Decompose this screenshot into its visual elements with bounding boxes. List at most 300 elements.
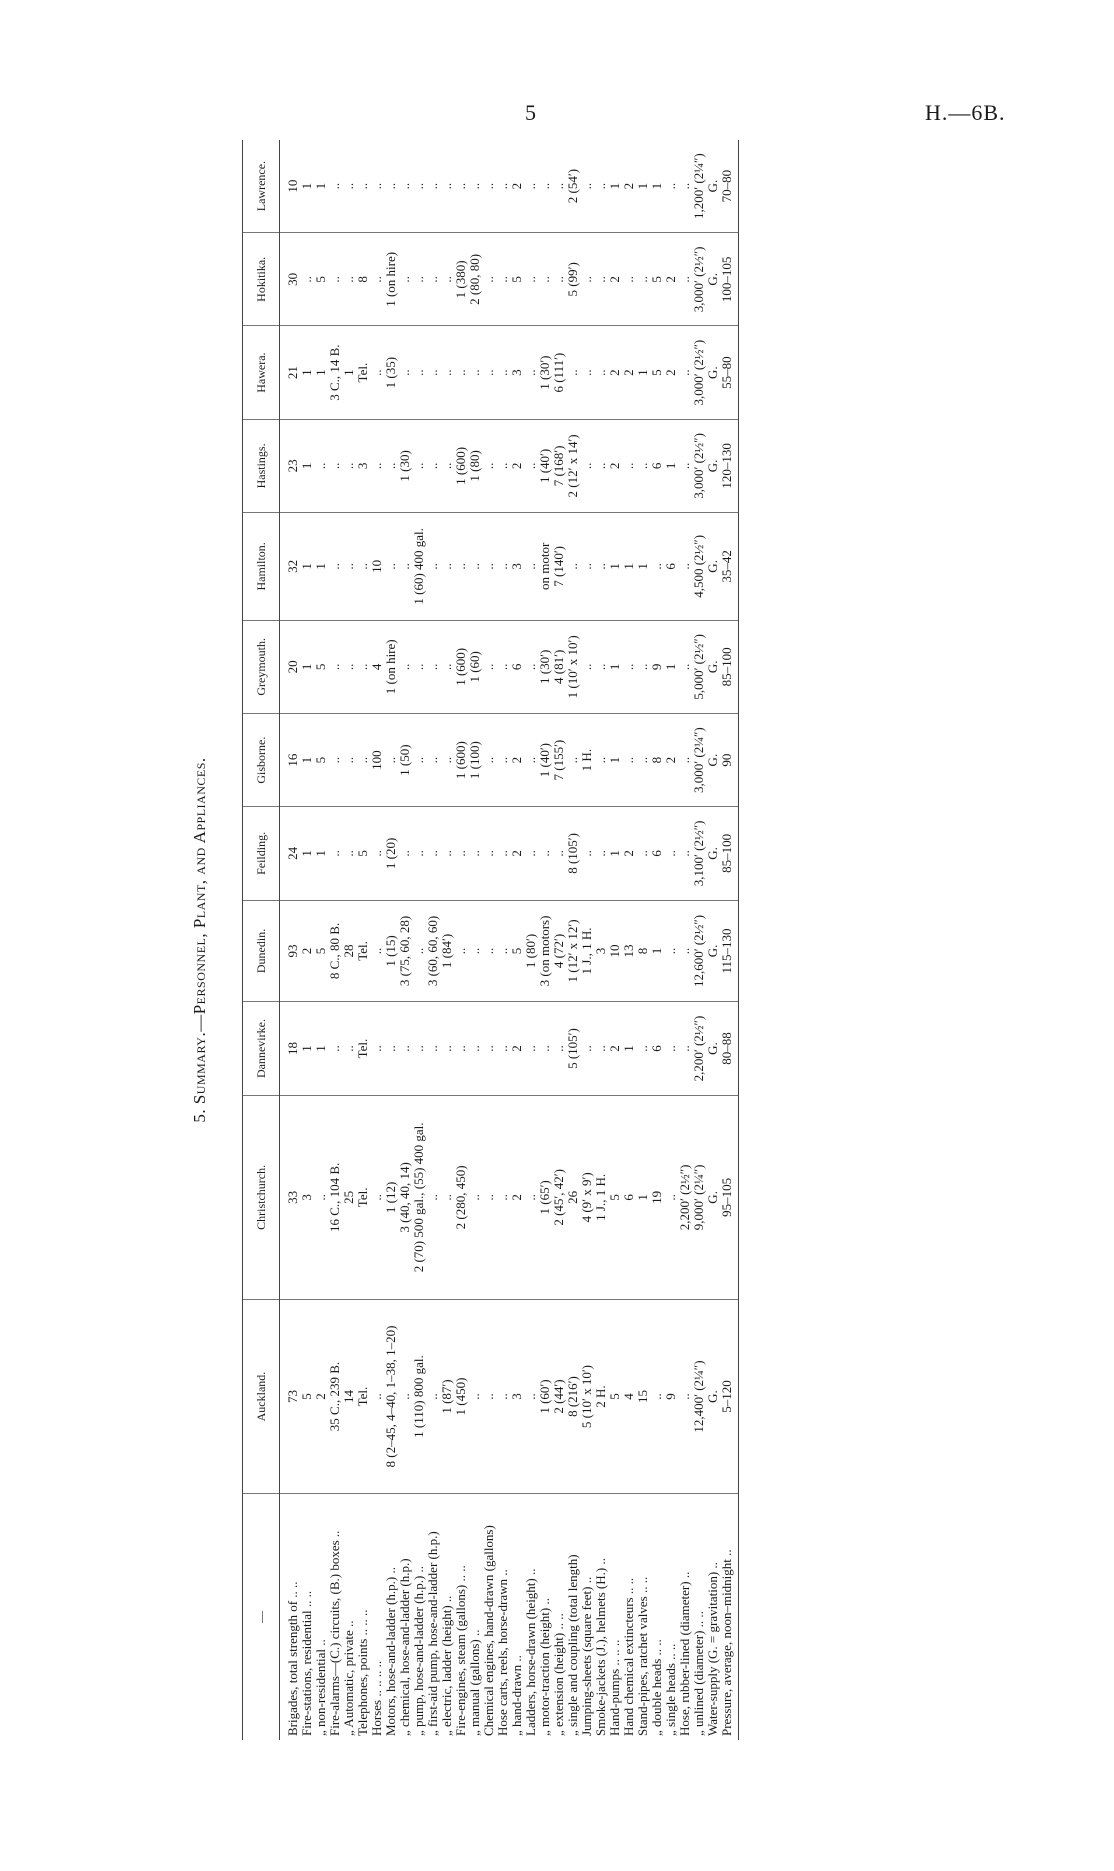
table-cell: 7 (140′) xyxy=(552,513,566,621)
table-cell: 1 xyxy=(622,513,636,621)
table-cell: .. xyxy=(440,1095,454,1299)
table-cell: .. xyxy=(412,807,426,900)
table-cell: G. xyxy=(706,1002,720,1095)
table-cell: 1 (450) xyxy=(454,1300,468,1494)
table-cell: 2 xyxy=(510,419,524,512)
table-cell: 2 xyxy=(608,1002,622,1095)
column-header: Feilding. xyxy=(243,807,280,900)
table-cell: .. xyxy=(524,513,538,621)
table-cell: 1 xyxy=(342,326,356,419)
table-cell: 5 (10′ x 10′) xyxy=(580,1300,594,1494)
table-cell: 3,100′ (2½″) xyxy=(692,807,706,900)
table-cell: .. xyxy=(678,900,692,1002)
table-cell: .. xyxy=(426,1002,440,1095)
table-row xyxy=(678,140,692,1740)
table-row xyxy=(468,140,482,1740)
table-cell: .. xyxy=(580,326,594,419)
table-cell: .. xyxy=(594,620,608,713)
table-cell: 8 C., 80 B. xyxy=(328,900,342,1002)
table-cell: 6 xyxy=(622,1095,636,1299)
table-row xyxy=(370,140,384,1740)
table-cell: 100 xyxy=(370,713,384,806)
row-label: „ hand-drawn .. xyxy=(509,1655,524,1736)
table-cell: .. xyxy=(622,419,636,512)
table-cell: 5 xyxy=(510,900,524,1002)
table-cell: .. xyxy=(636,419,650,512)
row-label: „ single heads .. .. xyxy=(663,1643,678,1736)
table-cell: 33 xyxy=(280,1095,301,1299)
table-cell: .. xyxy=(370,807,384,900)
table-cell: .. xyxy=(664,900,678,1002)
table-cell: 1 xyxy=(608,513,622,621)
table-cell: 9,000′ (2¼″) xyxy=(692,1095,706,1299)
column-header: Hastings. xyxy=(243,419,280,512)
table-cell: 1 (20) xyxy=(384,807,398,900)
table-cell: .. xyxy=(664,1002,678,1095)
table-cell: .. xyxy=(440,513,454,621)
table-cell: 2 xyxy=(510,1002,524,1095)
table-cell: 2 xyxy=(622,140,636,233)
table-cell: .. xyxy=(482,1300,496,1494)
table-cell: .. xyxy=(426,326,440,419)
table-cell: 20 xyxy=(280,620,301,713)
table-cell: .. xyxy=(482,900,496,1002)
table-cell: .. xyxy=(482,140,496,233)
table-cell: Tel. xyxy=(356,1002,370,1095)
table-cell: .. xyxy=(496,1002,510,1095)
table-cell: .. xyxy=(496,807,510,900)
table-cell: 2 xyxy=(664,326,678,419)
table-cell: .. xyxy=(636,807,650,900)
table-cell: Tel. xyxy=(356,326,370,419)
table-cell: .. xyxy=(426,513,440,621)
table-cell: 2 xyxy=(510,713,524,806)
row-label: „ extension (height) .. .. xyxy=(551,1613,566,1736)
table-cell: .. xyxy=(384,513,398,621)
table-cell: 2 (44′) xyxy=(552,1300,566,1494)
table-cell: .. xyxy=(342,233,356,326)
table-cell: .. xyxy=(496,713,510,806)
table-cell: .. xyxy=(440,233,454,326)
table-cell: .. xyxy=(678,140,692,233)
table-row xyxy=(496,140,510,1740)
table-cell: 7 (168′) xyxy=(552,419,566,512)
table-cell: .. xyxy=(552,1002,566,1095)
table-cell: 1 xyxy=(608,620,622,713)
table-cell: 18 xyxy=(280,1002,301,1095)
table-cell: 1 (100) xyxy=(468,713,482,806)
table-cell: .. xyxy=(398,620,412,713)
table-row xyxy=(538,140,552,1740)
table-cell: 30 xyxy=(280,233,301,326)
table-cell: 1 xyxy=(608,140,622,233)
column-header: Hawera. xyxy=(243,326,280,419)
row-label: „ manual (gallons) .. xyxy=(467,1629,482,1736)
table-cell: .. xyxy=(482,1002,496,1095)
table-cell: .. xyxy=(636,620,650,713)
row-label: „ first-aid pump, hose-and-ladder (h.p.) xyxy=(425,1531,440,1736)
table-cell: .. xyxy=(454,1002,468,1095)
table-cell: 1 (10′ x 10′) xyxy=(566,620,580,713)
table-cell: .. xyxy=(398,513,412,621)
table-cell: 1 xyxy=(636,140,650,233)
table-cell: 80–88 xyxy=(720,1002,739,1095)
table-cell: 1 xyxy=(314,140,328,233)
table-cell: 1 xyxy=(314,513,328,621)
row-label: Horses .. .. .. .. xyxy=(369,1660,384,1736)
table-cell: .. xyxy=(412,419,426,512)
table-cell: .. xyxy=(622,620,636,713)
table-cell: .. xyxy=(328,233,342,326)
table-cell: 8 (105′) xyxy=(566,807,580,900)
table-cell: .. xyxy=(496,1095,510,1299)
table-cell: .. xyxy=(552,140,566,233)
table-cell: 16 C., 104 B. xyxy=(328,1095,342,1299)
table-cell: .. xyxy=(538,233,552,326)
table-cell: .. xyxy=(384,713,398,806)
table-cell: G. xyxy=(706,807,720,900)
table-cell: 1 (15) xyxy=(384,900,398,1002)
table-row xyxy=(398,140,412,1740)
table-cell: .. xyxy=(468,900,482,1002)
header-row xyxy=(243,140,280,1740)
table-cell: 2 (12′ x 14′) xyxy=(566,419,580,512)
table-cell: 1 (60) xyxy=(468,620,482,713)
table-cell: 1 xyxy=(622,1002,636,1095)
table-cell: 6 xyxy=(510,620,524,713)
table-cell: .. xyxy=(524,1095,538,1299)
table-cell: 1,200′ (2¼″) xyxy=(692,140,706,233)
table-cell: 3 xyxy=(594,900,608,1002)
table-cell: 1 (600) xyxy=(454,419,468,512)
table-cell: on motor xyxy=(538,513,552,621)
table-cell: .. xyxy=(342,713,356,806)
table-cell: .. xyxy=(426,1300,440,1494)
table-cell: .. xyxy=(328,513,342,621)
table-cell: 2 H. xyxy=(594,1300,608,1494)
table-cell: .. xyxy=(468,1095,482,1299)
column-header: Gisborne. xyxy=(243,713,280,806)
table-cell: 4 xyxy=(622,1300,636,1494)
table-cell: 4 (72′) xyxy=(552,900,566,1002)
table-cell: .. xyxy=(440,620,454,713)
row-label: Chemical engines, hand-drawn (gallons) xyxy=(481,1525,496,1736)
table-cell: .. xyxy=(580,419,594,512)
column-header: Dunedin. xyxy=(243,900,280,1002)
table-cell: 5 xyxy=(300,1300,314,1494)
table-cell: .. xyxy=(496,513,510,621)
table-cell: 1 xyxy=(636,326,650,419)
table-cell: 95–105 xyxy=(720,1095,739,1299)
table-cell: 2 (54′) xyxy=(566,140,580,233)
table-cell: .. xyxy=(650,513,664,621)
table-cell: 15 xyxy=(636,1300,650,1494)
table-cell: 1 xyxy=(300,140,314,233)
table-cell: .. xyxy=(566,513,580,621)
table-cell: .. xyxy=(468,1300,482,1494)
table-cell: 1 xyxy=(664,419,678,512)
table-cell: .. xyxy=(454,140,468,233)
table-cell: .. xyxy=(398,1300,412,1494)
table-cell: Tel. xyxy=(356,1300,370,1494)
table-cell: .. xyxy=(482,326,496,419)
column-header: Hokitika. xyxy=(243,233,280,326)
table-cell: .. xyxy=(496,233,510,326)
table-cell: 21 xyxy=(280,326,301,419)
table-cell: .. xyxy=(594,513,608,621)
table-cell: 2 xyxy=(510,1095,524,1299)
table-cell: .. xyxy=(356,140,370,233)
table-cell: 2 (70) 500 gal., (55) 400 gal. xyxy=(412,1095,426,1299)
table-cell: .. xyxy=(594,1002,608,1095)
column-header: Greymouth. xyxy=(243,620,280,713)
table-cell: .. xyxy=(356,513,370,621)
table-cell: .. xyxy=(524,1002,538,1095)
table-cell: 2 xyxy=(622,807,636,900)
table-cell: .. xyxy=(426,713,440,806)
table-cell: 1 (12′ x 12′) xyxy=(566,900,580,1002)
table-cell: 1 J., 1 H. xyxy=(594,1095,608,1299)
table-cell: 23 xyxy=(280,419,301,512)
table-cell: .. xyxy=(440,140,454,233)
table-row xyxy=(706,140,720,1740)
table-cell: 3,000′ (2½″) xyxy=(692,419,706,512)
table-cell: .. xyxy=(370,1300,384,1494)
table-cell: 1 xyxy=(608,713,622,806)
table-cell: .. xyxy=(398,1002,412,1095)
table-row xyxy=(524,140,538,1740)
table-cell: .. xyxy=(468,140,482,233)
table-cell: 2 xyxy=(664,713,678,806)
table-cell: 5 xyxy=(314,620,328,713)
table-cell: .. xyxy=(482,713,496,806)
table-row xyxy=(552,140,566,1740)
table-cell: 2,200′ (2½″) xyxy=(678,1095,692,1299)
table-cell: 3,000′ (2¼″) xyxy=(692,713,706,806)
table-cell: 1 (84′) xyxy=(440,900,454,1002)
row-label: Motors, hose-and-ladder (h.p.) .. xyxy=(383,1567,398,1736)
table-cell: 5 xyxy=(608,1095,622,1299)
table-cell: 6 xyxy=(664,513,678,621)
table-cell: .. xyxy=(496,1300,510,1494)
table-cell: .. xyxy=(552,233,566,326)
table-cell: .. xyxy=(426,1095,440,1299)
table-cell: .. xyxy=(566,326,580,419)
table-row xyxy=(482,140,496,1740)
table-cell: 14 xyxy=(342,1300,356,1494)
table-cell: .. xyxy=(412,1002,426,1095)
table-cell: .. xyxy=(594,326,608,419)
table-cell: .. xyxy=(398,326,412,419)
table-cell: .. xyxy=(454,513,468,621)
table-cell: 5 xyxy=(314,900,328,1002)
table-cell: .. xyxy=(678,1300,692,1494)
table-row xyxy=(356,140,370,1740)
table-cell: 2 xyxy=(608,326,622,419)
table-cell: G. xyxy=(706,419,720,512)
table-cell: 1 (87′) xyxy=(440,1300,454,1494)
table-cell: 12,600′ (2½″) xyxy=(692,900,706,1002)
table-cell: 8 (216′) xyxy=(566,1300,580,1494)
table-cell: .. xyxy=(496,326,510,419)
table-cell: 19 xyxy=(650,1095,664,1299)
table-row xyxy=(664,140,678,1740)
table-cell: 1 (600) xyxy=(454,713,468,806)
table-cell: 1 xyxy=(608,807,622,900)
table-cell: 1 (30′) xyxy=(538,620,552,713)
table-cell: .. xyxy=(426,620,440,713)
table-cell: 5 xyxy=(356,807,370,900)
table-cell: .. xyxy=(454,326,468,419)
table-cell: .. xyxy=(370,326,384,419)
table-row xyxy=(342,140,356,1740)
table-cell: 16 xyxy=(280,713,301,806)
table-cell: 10 xyxy=(370,513,384,621)
table-cell: .. xyxy=(524,713,538,806)
table-cell: .. xyxy=(440,326,454,419)
table-cell: .. xyxy=(384,419,398,512)
table-cell: G. xyxy=(706,1300,720,1494)
table-cell: .. xyxy=(552,807,566,900)
table-cell: .. xyxy=(482,419,496,512)
row-label: Water-supply (G. = gravitation) .. xyxy=(705,1562,720,1736)
table-cell: 1 (on hire) xyxy=(384,620,398,713)
table-cell: .. xyxy=(426,419,440,512)
table-cell: 3 (60, 60, 60) xyxy=(426,900,440,1002)
row-label: Stand-pipes, ratchet valves .. .. xyxy=(635,1576,650,1736)
table-cell: .. xyxy=(482,807,496,900)
row-label: Hand chemical extincteurs .. .. xyxy=(621,1577,636,1736)
row-label: Jumping-sheets (square feet) .. xyxy=(579,1576,594,1736)
table-cell: 3 (40, 40, 14) xyxy=(398,1095,412,1299)
table-cell: 1 J., 1 H. xyxy=(580,900,594,1002)
table-cell: .. xyxy=(622,713,636,806)
table-cell: 3 (75, 60, 28) xyxy=(398,900,412,1002)
table-cell: 8 xyxy=(636,900,650,1002)
table-cell: 100–105 xyxy=(720,233,739,326)
row-label: Fire-stations, residential .. .. xyxy=(299,1590,314,1736)
table-cell: 85–100 xyxy=(720,620,739,713)
table-cell: 10 xyxy=(608,900,622,1002)
table-cell: .. xyxy=(664,1095,678,1299)
table-cell: 1 xyxy=(300,807,314,900)
table-cell: 1 (40′) xyxy=(538,419,552,512)
row-label: Telephones, points .. .. .. xyxy=(355,1609,370,1736)
column-header: Christchurch. xyxy=(243,1095,280,1299)
table-cell: 115–130 xyxy=(720,900,739,1002)
table-cell: .. xyxy=(594,419,608,512)
table-cell: 1 xyxy=(650,900,664,1002)
table-cell: G. xyxy=(706,233,720,326)
table-cell: .. xyxy=(482,233,496,326)
table-cell: 1 (30′) xyxy=(538,326,552,419)
table-row xyxy=(580,140,594,1740)
table-cell: .. xyxy=(314,1095,328,1299)
table-row xyxy=(594,140,608,1740)
table-cell: .. xyxy=(300,233,314,326)
table-row xyxy=(650,140,664,1740)
table-cell: .. xyxy=(538,807,552,900)
table-cell: .. xyxy=(468,1002,482,1095)
table-cell: .. xyxy=(328,713,342,806)
header-corner: — xyxy=(243,1494,280,1741)
table-cell: 4 (9′ x 9′) xyxy=(580,1095,594,1299)
table-cell: 1 xyxy=(300,513,314,621)
table-cell: .. xyxy=(440,807,454,900)
table-row xyxy=(692,140,706,1740)
table-cell: .. xyxy=(580,140,594,233)
table-cell: .. xyxy=(524,620,538,713)
table-row xyxy=(384,140,398,1740)
table-cell: .. xyxy=(482,513,496,621)
table-cell: 6 xyxy=(650,807,664,900)
table-cell: 2 (280, 450) xyxy=(454,1095,468,1299)
table-cell: 1 (12) xyxy=(384,1095,398,1299)
table-cell: .. xyxy=(678,326,692,419)
table-body xyxy=(280,140,739,1740)
table-cell: .. xyxy=(454,807,468,900)
table-cell: .. xyxy=(398,807,412,900)
table-cell: 2 (80, 80) xyxy=(468,233,482,326)
table-cell: .. xyxy=(580,620,594,713)
table-cell: 13 xyxy=(622,900,636,1002)
table-row xyxy=(636,140,650,1740)
table-cell: 5 xyxy=(314,233,328,326)
table-cell: 1 (65′) xyxy=(538,1095,552,1299)
table-cell: .. xyxy=(412,900,426,1002)
table-cell: .. xyxy=(426,233,440,326)
table-cell: .. xyxy=(370,233,384,326)
table-cell: 1 xyxy=(636,513,650,621)
table-cell: .. xyxy=(622,233,636,326)
column-header: Dannevirke. xyxy=(243,1002,280,1095)
table-cell: .. xyxy=(412,620,426,713)
table-cell: .. xyxy=(468,513,482,621)
table-cell: 1 xyxy=(314,326,328,419)
table-cell: .. xyxy=(524,326,538,419)
table-cell: .. xyxy=(342,1002,356,1095)
table-row xyxy=(412,140,426,1740)
table-cell: .. xyxy=(636,713,650,806)
table-cell: Tel. xyxy=(356,1095,370,1299)
row-label: „ motor-traction (height) .. xyxy=(537,1598,552,1736)
table-cell: .. xyxy=(482,620,496,713)
table-row xyxy=(426,140,440,1740)
table-cell: .. xyxy=(636,233,650,326)
table-cell: 1 (35) xyxy=(384,326,398,419)
table-cell: 4 (81′) xyxy=(552,620,566,713)
table-cell: 6 (111′) xyxy=(552,326,566,419)
table-cell: 25 xyxy=(342,1095,356,1299)
table-cell: .. xyxy=(328,140,342,233)
table-cell: 9 xyxy=(650,620,664,713)
table-cell: 9 xyxy=(664,1300,678,1494)
table-cell: 1 xyxy=(664,620,678,713)
table-cell: .. xyxy=(328,1002,342,1095)
table-cell: .. xyxy=(412,233,426,326)
table-cell: 7 (155′) xyxy=(552,713,566,806)
table-cell: 35–42 xyxy=(720,513,739,621)
table-cell: 73 xyxy=(280,1300,301,1494)
table-cell: .. xyxy=(440,419,454,512)
table-cell: 1 xyxy=(300,1002,314,1095)
table-cell: .. xyxy=(580,807,594,900)
table-cell: .. xyxy=(580,233,594,326)
table-row xyxy=(454,140,468,1740)
table-cell: .. xyxy=(678,620,692,713)
table-cell: 1 xyxy=(636,1095,650,1299)
table-cell: .. xyxy=(412,326,426,419)
